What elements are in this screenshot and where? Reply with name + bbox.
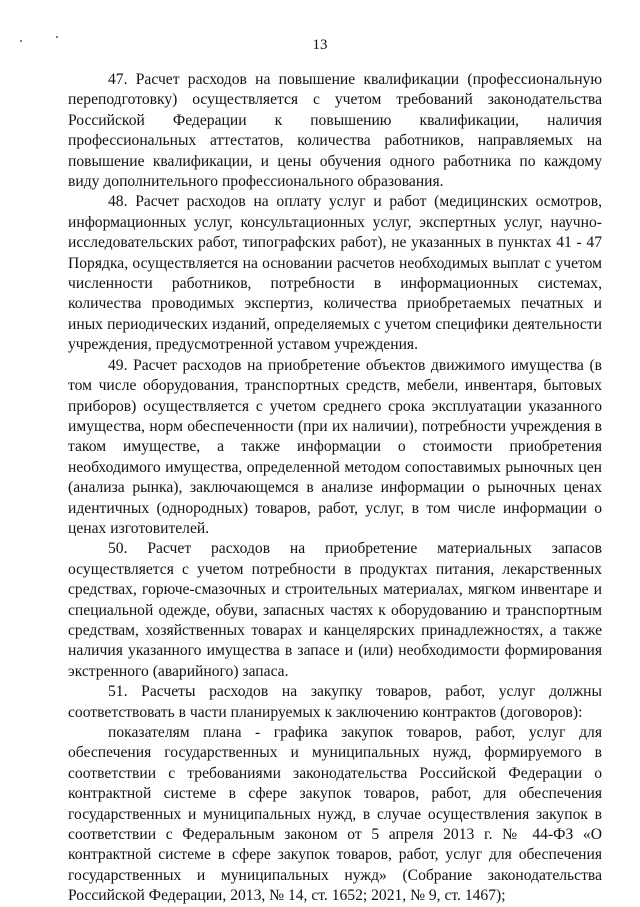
paragraph-48: 48. Расчет расходов на оплату услуг и работ (медицинских осмотров, информационных услуг, консультационных услуг, экспертных услуг, научно-исследовательских работ, типографских работ), не указанных в пунктах 41 - 47 Порядка, осуществляется на основании расчетов необходимых выплат с учетом численности работников, потребности в информационных системах, количества проводимых экспертиз, количества приобретаемых печатных и иных периодических изданий, определяемых с учетом специфики деятельности учреждения, предусмотренной уставом учреждения. bbox=[68, 193, 602, 354]
paragraph-51: 51. Расчеты расходов на закупку товаров, работ, услуг должны соответствовать в части планируемых к заключению контрактов (договоров): bbox=[68, 683, 602, 721]
paragraph-51-item: показателям плана - графика закупок товаров, работ, услуг для обеспечения государственных и муниципальных нужд, формируемого в соответствии с требованиями законодательства Российской Федерации о контрактной системе в сфере закупок товаров, работ, для обеспечения государственных и муниципальных нужд, в случае осуществления закупок в соответствии с Федеральным законом от 5 апреля 2013 г. № 44-ФЗ «О контрактной системе в сфере закупок товаров, работ, услуг для обеспечения государственных и муниципальных нужд» (Собрание законодательства Российской Федерации, 2013, № 14, ст. 1652; 2021, № 9, ст. 1467); bbox=[68, 724, 602, 905]
paragraph-47: 47. Расчет расходов на повышение квалификации (профессиональную переподготовку) осуществляется с учетом требований законодательства Российской Федерации к повышению квалификации, наличия профессиональных аттестатов, количества работников, направляемых на повышение квалификации, и цены обучения одного работника по каждому виду дополнительного профессионального образования. bbox=[68, 71, 602, 191]
document-body bbox=[68, 70, 602, 907]
page-number: 13 bbox=[312, 37, 328, 53]
paragraph-49: 49. Расчет расходов на приобретение объектов движимого имущества (в том числе оборудования, транспортных средств, мебели, инвентаря, бытовых приборов) осуществляется с учетом среднего срока эксплуатации указанного имущества, норм обеспеченности (при их наличии), потребности учреждения в таком имуществе, а также информации о стоимости приобретения необходимого имущества, определенной методом сопоставимых рыночных цен (анализа рынка), заключающемся в анализе информации о рыночных ценах идентичных (однородных) товаров, работ, услуг, в том числе информации о ценах изготовителей. bbox=[68, 356, 602, 537]
paragraph-50: 50. Расчет расходов на приобретение материальных запасов осуществляется с учетом потребности в продуктах питания, лекарственных средствах, горюче-смазочных и строительных материалах, мягком инвентаре и специальной одежде, обуви, запасных частях к оборудованию и транспортным средствам, хозяйственных товарах и канцелярских принадлежностях, а также наличия указанного имущества в запасе и (или) необходимости формирования экстренного (аварийного) запаса. bbox=[68, 540, 602, 680]
